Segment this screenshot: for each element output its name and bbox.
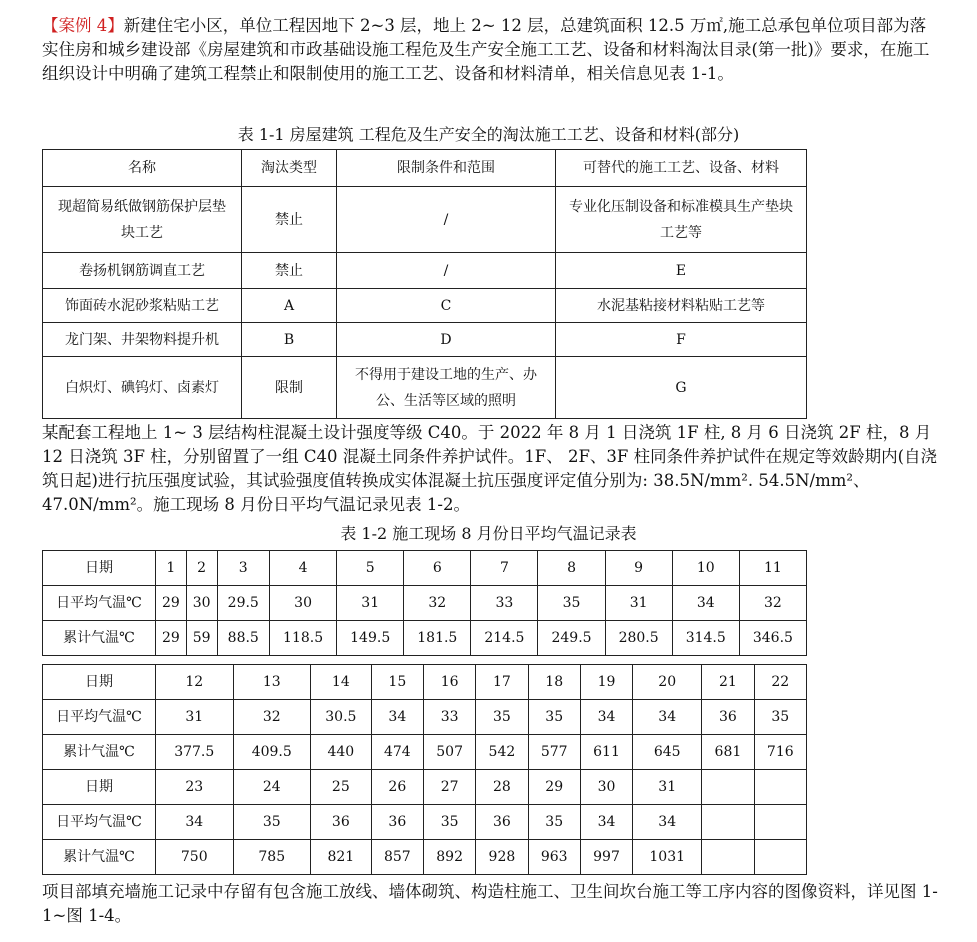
table-cell: 1 (156, 551, 187, 586)
table-cell: 785 (233, 840, 311, 875)
row-label: 累计气温℃ (43, 735, 156, 770)
table-cell: 34 (580, 805, 632, 840)
table-cell: 6 (404, 551, 471, 586)
table-cell: 32 (233, 700, 311, 735)
cell-text: 不得用于建设工地的生产、办公、生活等区域的照明 (355, 366, 537, 409)
table-cell: F (556, 323, 807, 357)
table-cell (337, 357, 556, 419)
table-cell: 10 (672, 551, 739, 586)
table-cell: 16 (423, 665, 475, 700)
table-cell: 18 (528, 665, 580, 700)
table-cell: 34 (371, 700, 423, 735)
table-cell: 34 (580, 700, 632, 735)
table-cell: 29.5 (217, 586, 270, 621)
table-cell: 19 (580, 665, 632, 700)
table-cell: 8 (538, 551, 605, 586)
table-cell: 27 (423, 770, 475, 805)
table1-caption: 表 1-1 房屋建筑 工程危及生产安全的淘汰施工工艺、设备和材料(部分) (237, 125, 740, 144)
table-cell: 36 (311, 805, 372, 840)
table-cell: 15 (371, 665, 423, 700)
table1-header: 可替代的施工工艺、设备、材料 (556, 150, 807, 187)
table-row (43, 357, 807, 419)
table-row (43, 700, 807, 735)
table-cell: 禁止 (242, 187, 337, 253)
table-cell: 白炽灯、碘钨灯、卤素灯 (43, 357, 242, 419)
table-cell: 36 (702, 700, 754, 735)
table-row (43, 665, 807, 700)
table-cell: 饰面砖水泥砂浆粘贴工艺 (43, 289, 242, 323)
table-cell: 542 (476, 735, 528, 770)
row-label: 日期 (43, 665, 156, 700)
table-row (43, 770, 807, 805)
table-cell: 32 (404, 586, 471, 621)
table-cell: 14 (311, 665, 372, 700)
table2-caption: 表 1-2 施工现场 8 月份日平均气温记录表 (340, 524, 637, 543)
table-cell: 29 (156, 586, 187, 621)
table1-header: 名称 (43, 150, 242, 187)
table-cell: 水泥基粘接材料粘贴工艺等 (556, 289, 807, 323)
table-cell: 28 (476, 770, 528, 805)
table-cell: 9 (605, 551, 672, 586)
table-cell: 29 (156, 621, 187, 656)
table-cell: 249.5 (538, 621, 605, 656)
row-label: 累计气温℃ (43, 621, 156, 656)
row-label: 日期 (43, 770, 156, 805)
table-cell: 3 (217, 551, 270, 586)
table-cell: 716 (754, 735, 806, 770)
table-cell: 12 (156, 665, 234, 700)
table-cell: 2 (186, 551, 217, 586)
table-cell: 7 (471, 551, 538, 586)
table-cell: 卷扬机钢筋调直工艺 (43, 253, 242, 289)
table-cell: 31 (156, 700, 234, 735)
table-row (43, 253, 807, 289)
table-cell: 34 (633, 700, 702, 735)
table-cell: D (337, 323, 556, 357)
table-cell (556, 187, 807, 253)
table-cell: 26 (371, 770, 423, 805)
intro-text: 新建住宅小区，单位工程因地下 2~3 层，地上 2~ 12 层，总建筑面积 12.5 万㎡,施工总承包单位项目部为落实住房和城乡建设部《房屋建筑和市政基础设施工程危及生产安全施工工艺、设备和材料淘汰目录(第一批)》要求，在施工组织设计中明确了建筑工程禁止和限制使用的施工工艺、设备和材料清单，相关信息见表 1-1。 (42, 16, 930, 83)
table-cell: 17 (476, 665, 528, 700)
row-label: 日平均气温℃ (43, 586, 156, 621)
table-cell: 22 (754, 665, 806, 700)
table-row (43, 805, 807, 840)
table-cell: 24 (233, 770, 311, 805)
table-cell: 5 (337, 551, 404, 586)
row-label: 日平均气温℃ (43, 805, 156, 840)
table1-header: 限制条件和范围 (337, 150, 556, 187)
case-label: 【案例 4】 (42, 16, 124, 35)
table-cell: 440 (311, 735, 372, 770)
table-cell: 963 (528, 840, 580, 875)
table-cell: 34 (633, 805, 702, 840)
table-cell (702, 840, 754, 875)
row-label: 日平均气温℃ (43, 700, 156, 735)
table-cell: 禁止 (242, 253, 337, 289)
table-cell: 13 (233, 665, 311, 700)
table-row (43, 187, 807, 253)
table-cell: 821 (311, 840, 372, 875)
table-cell: 29 (528, 770, 580, 805)
table-cell: 35 (233, 805, 311, 840)
table-cell: B (242, 323, 337, 357)
table-cell: 20 (633, 665, 702, 700)
table-cell: 577 (528, 735, 580, 770)
cell-text: 现超简易纸做钢筋保护层垫块工艺 (58, 198, 226, 241)
table-cell: 35 (528, 805, 580, 840)
table-cell: 36 (371, 805, 423, 840)
table-row (43, 735, 807, 770)
table-cell: 280.5 (605, 621, 672, 656)
table-cell (702, 770, 754, 805)
table1-header: 淘汰类型 (242, 150, 337, 187)
table-cell: 31 (633, 770, 702, 805)
table-cell: 377.5 (156, 735, 234, 770)
table-cell: 181.5 (404, 621, 471, 656)
table-cell: 4 (270, 551, 337, 586)
table-cell: 645 (633, 735, 702, 770)
table-cell: 88.5 (217, 621, 270, 656)
table-cell: 30 (270, 586, 337, 621)
table-row (43, 586, 807, 621)
table-cell (754, 840, 806, 875)
temperature-table-part2 (42, 664, 807, 875)
paragraph-2: 某配套工程地上 1~ 3 层结构柱混凝土设计强度等级 C40。于 2022 年 8 月 1 日浇筑 1F 柱, 8 月 6 日浇筑 2F 柱，8 月 12 日浇筑 3F 柱，分别留置了一组 C40 混凝土同条件养护试件。1F、 2F、3F 柱同条件养护试件在规定等效龄期内(自浇筑日起)进行抗压强度试验，其试验强度值转换成实体混凝土抗压强度评定值分别为: 38.5N/mm². 54.5N/mm²、47.0N/mm²。施工现场 8 月份日平均气温记录见表 1-2。 (42, 423, 938, 514)
paragraph-3: 项目部填充墙施工记录中存留有包含施工放线、墙体砌筑、构造柱施工、卫生间坎台施工等工序内容的图像资料，详见图 1-1~图 1-4。 (42, 882, 938, 925)
table-cell: 34 (672, 586, 739, 621)
table-cell: 30.5 (311, 700, 372, 735)
table-cell: 21 (702, 665, 754, 700)
table-cell: C (337, 289, 556, 323)
table-cell: 149.5 (337, 621, 404, 656)
table-row (43, 551, 807, 586)
table-cell: 409.5 (233, 735, 311, 770)
table-cell: 750 (156, 840, 234, 875)
table-cell: 346.5 (739, 621, 806, 656)
cell-text: 专业化压制设备和标准模具生产垫块工艺等 (569, 198, 793, 241)
table-cell: 36 (476, 805, 528, 840)
table-cell: 34 (156, 805, 234, 840)
table-cell: 214.5 (471, 621, 538, 656)
table-cell: 857 (371, 840, 423, 875)
table-cell: 35 (528, 700, 580, 735)
table-cell: 118.5 (270, 621, 337, 656)
table-cell: 314.5 (672, 621, 739, 656)
table-cell (43, 187, 242, 253)
table-cell: 35 (423, 805, 475, 840)
table-cell (754, 805, 806, 840)
table-cell: 997 (580, 840, 632, 875)
table-cell: E (556, 253, 807, 289)
table-cell: 892 (423, 840, 475, 875)
table-cell: 507 (423, 735, 475, 770)
table-cell: 611 (580, 735, 632, 770)
table-row (43, 323, 807, 357)
table-cell (702, 805, 754, 840)
temperature-table-part1 (42, 550, 807, 656)
table-cell: 30 (186, 586, 217, 621)
table-row (43, 840, 807, 875)
table-cell: 23 (156, 770, 234, 805)
table-cell: / (337, 253, 556, 289)
table1 (42, 149, 807, 419)
table-row (43, 289, 807, 323)
table-cell: 32 (739, 586, 806, 621)
table-cell: 35 (476, 700, 528, 735)
table-cell: / (337, 187, 556, 253)
table-cell: 11 (739, 551, 806, 586)
table-cell: 龙门架、井架物料提升机 (43, 323, 242, 357)
table-cell: 31 (605, 586, 672, 621)
row-label: 日期 (43, 551, 156, 586)
table-cell: 31 (337, 586, 404, 621)
table1-header-row (43, 150, 807, 187)
row-label: 累计气温℃ (43, 840, 156, 875)
table-cell: 25 (311, 770, 372, 805)
table-cell: 35 (538, 586, 605, 621)
table-cell: 35 (754, 700, 806, 735)
table-row (43, 621, 807, 656)
table-cell: 474 (371, 735, 423, 770)
table-cell: 1031 (633, 840, 702, 875)
table-cell (754, 770, 806, 805)
table-cell: 限制 (242, 357, 337, 419)
table-cell: 928 (476, 840, 528, 875)
table-cell: 33 (423, 700, 475, 735)
intro-paragraph (42, 14, 942, 86)
table-cell: 30 (580, 770, 632, 805)
table-cell: 33 (471, 586, 538, 621)
table-cell: G (556, 357, 807, 419)
table-cell: 681 (702, 735, 754, 770)
table-cell: A (242, 289, 337, 323)
table-cell: 59 (186, 621, 217, 656)
